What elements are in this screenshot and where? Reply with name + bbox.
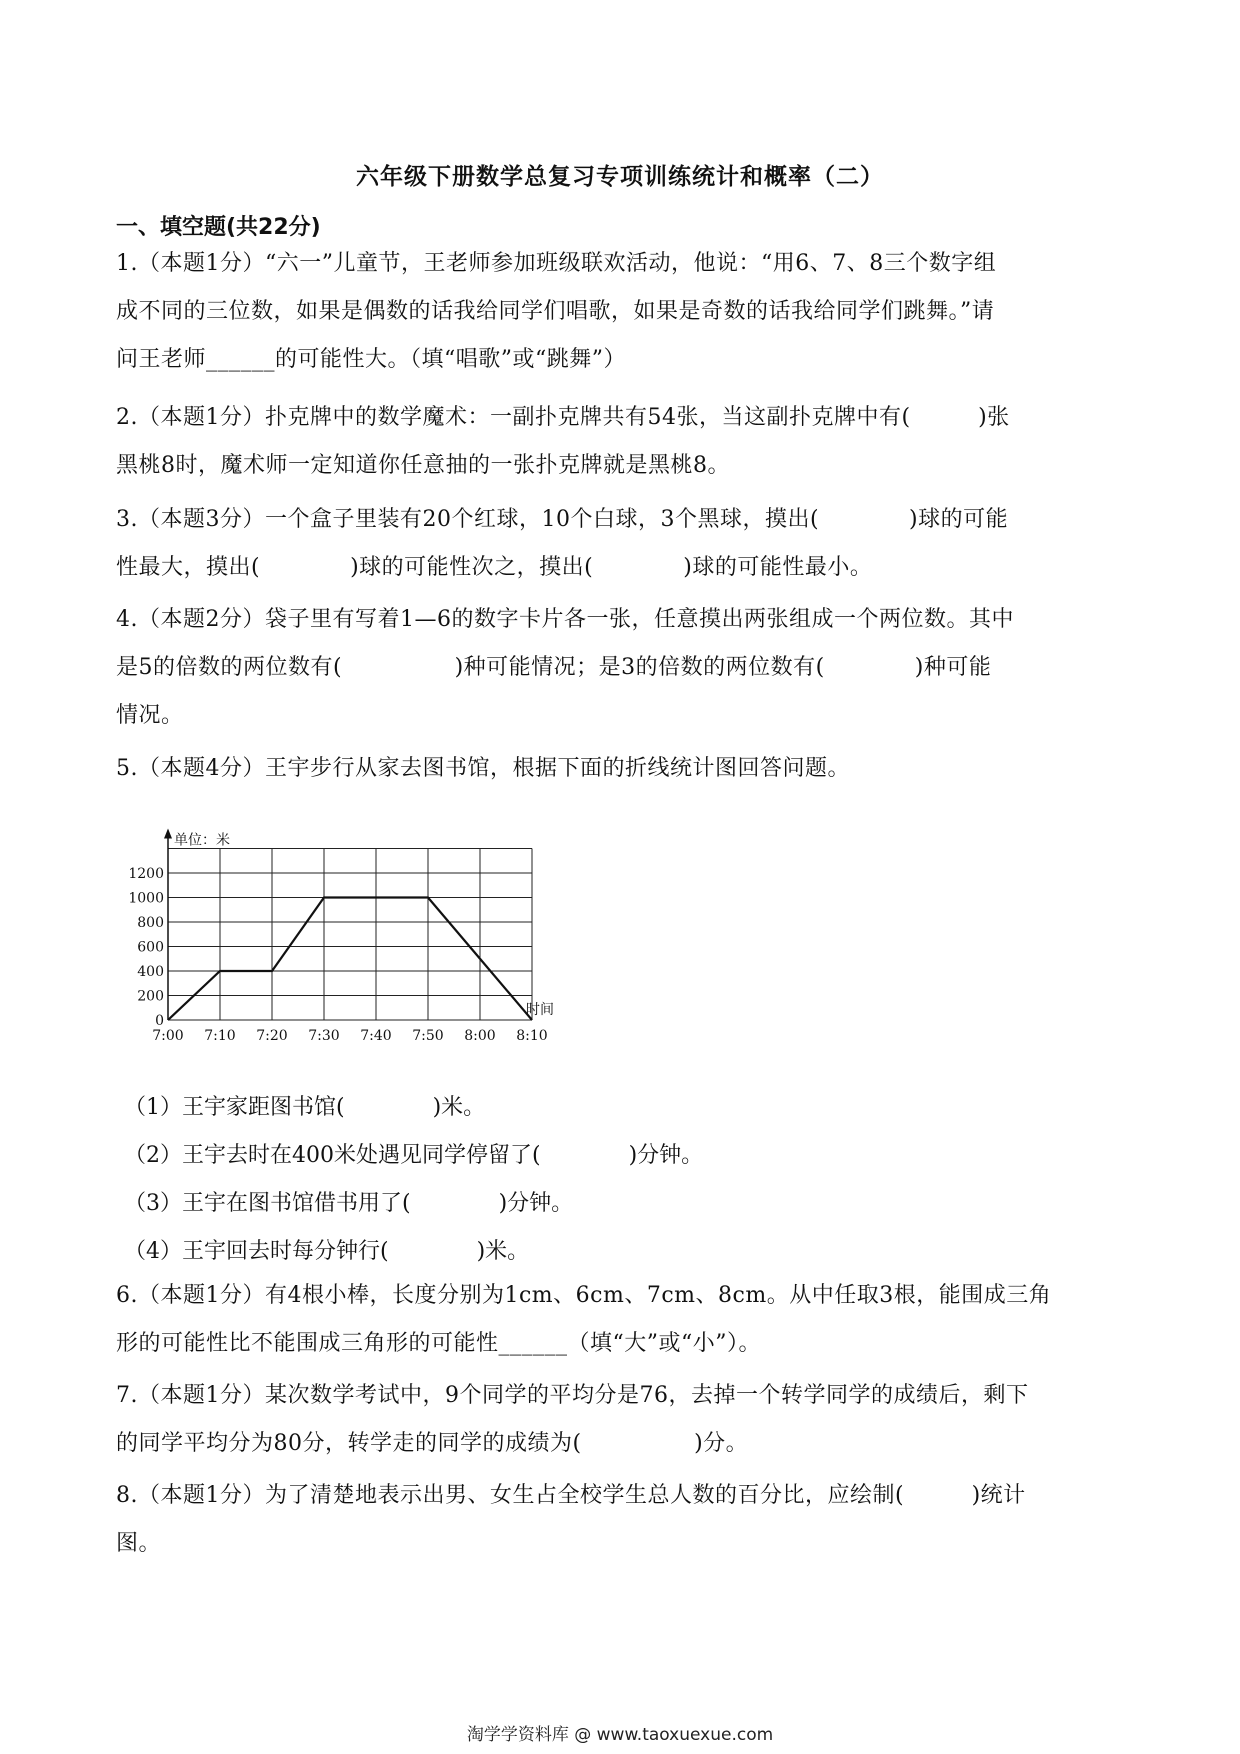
y-tick-label: 400 bbox=[137, 964, 164, 980]
question-4-line-1: 4.（本题2分）袋子里有写着1—6的数字卡片各一张，任意摸出两张组成一个两位数。其中 bbox=[116, 607, 1014, 632]
question-2-line-1: 2.（本题1分）扑克牌中的数学魔术：一副扑克牌共有54张，当这副扑克牌中有( )张 bbox=[116, 405, 1010, 430]
question-5 bbox=[116, 745, 1126, 793]
x-tick-label: 7:50 bbox=[412, 1028, 444, 1044]
x-tick-label: 7:30 bbox=[308, 1028, 340, 1044]
question-2-line-2: 黑桃8时，魔术师一定知道你任意抽的一张扑克牌就是黑桃8。 bbox=[116, 453, 730, 478]
distance-time-line-chart bbox=[128, 798, 578, 1048]
series-line bbox=[168, 898, 532, 1021]
x-tick-label: 7:00 bbox=[152, 1028, 184, 1044]
x-tick-label: 7:20 bbox=[256, 1028, 288, 1044]
x-axis-label: 时间 bbox=[526, 1002, 554, 1018]
y-tick-label: 0 bbox=[155, 1013, 164, 1029]
question-7 bbox=[116, 1372, 1126, 1468]
question-5-sub-3: （3）王宇在图书馆借书用了( )分钟。 bbox=[124, 1191, 574, 1216]
question-8-line-1: 8.（本题1分）为了清楚地表示出男、女生占全校学生总人数的百分比，应绘制( )统计 bbox=[116, 1483, 1026, 1508]
x-tick-label: 8:00 bbox=[464, 1028, 496, 1044]
question-5-sub-1: （1）王宇家距图书馆( )米。 bbox=[124, 1095, 486, 1120]
question-8-line-2: 图。 bbox=[116, 1531, 162, 1556]
question-3-line-2: 性最大，摸出( )球的可能性次之，摸出( )球的可能性最小。 bbox=[116, 555, 873, 580]
question-1-line-2: 成不同的三位数，如果是偶数的话我给同学们唱歌，如果是奇数的话我给同学们跳舞。”请 bbox=[116, 299, 995, 324]
question-4-line-3: 情况。 bbox=[116, 703, 184, 728]
question-6-line-1: 6.（本题1分）有4根小棒，长度分别为1cm、6cm、7cm、8cm。从中任取3根，能围成三角 bbox=[116, 1283, 1052, 1308]
page-title: 六年级下册数学总复习专项训练统计和概率（二） bbox=[356, 164, 884, 190]
question-7-line-1: 7.（本题1分）某次数学考试中，9个同学的平均分是76，去掉一个转学同学的成绩后，剩下 bbox=[116, 1383, 1029, 1408]
x-tick-label: 8:10 bbox=[516, 1028, 548, 1044]
question-7-line-2: 的同学平均分为80分，转学走的同学的成绩为( )分。 bbox=[116, 1431, 749, 1456]
question-6-line-2: 形的可能性比不能围成三角形的可能性______（填“大”或“小”）。 bbox=[116, 1331, 761, 1356]
y-tick-label: 200 bbox=[137, 988, 164, 1005]
y-tick-label: 800 bbox=[137, 915, 164, 931]
question-4 bbox=[116, 596, 1126, 740]
question-3 bbox=[116, 496, 1126, 592]
question-6 bbox=[116, 1272, 1126, 1368]
question-1 bbox=[116, 240, 1126, 384]
question-1-line-1: 1.（本题1分）“六一”儿童节，王老师参加班级联欢活动，他说：“用6、7、8三个数字组 bbox=[116, 251, 997, 276]
question-5-sub-2: （2）王宇去时在400米处遇见同学停留了( )分钟。 bbox=[124, 1143, 704, 1168]
question-1-line-3: 问王老师______的可能性大。（填“唱歌”或“跳舞”） bbox=[116, 347, 626, 372]
question-2 bbox=[116, 394, 1126, 490]
question-5-sub-4: （4）王宇回去时每分钟行( )米。 bbox=[124, 1239, 530, 1264]
question-8 bbox=[116, 1472, 1126, 1568]
question-4-line-2: 是5的倍数的两位数有( )种可能情况；是3的倍数的两位数有( )种可能 bbox=[116, 655, 992, 680]
section-heading: 一、填空题(共22分) bbox=[116, 215, 321, 240]
x-tick-label: 7:10 bbox=[204, 1028, 236, 1044]
y-axis-arrow-icon bbox=[164, 829, 172, 839]
question-5-line-1: 5.（本题4分）王宇步行从家去图书馆，根据下面的折线统计图回答问题。 bbox=[116, 756, 850, 781]
x-tick-label: 7:40 bbox=[360, 1028, 392, 1044]
question-3-line-1: 3.（本题3分）一个盒子里装有20个红球，10个白球，3个黑球，摸出( )球的可能 bbox=[116, 507, 1009, 532]
y-tick-label: 1000 bbox=[128, 890, 164, 907]
y-tick-label: 600 bbox=[137, 939, 164, 956]
y-tick-label: 1200 bbox=[128, 866, 164, 882]
footer-watermark: 淘学学资料库 @ www.taoxuexue.com bbox=[466, 1725, 774, 1745]
y-axis-label: 单位：米 bbox=[174, 832, 230, 849]
